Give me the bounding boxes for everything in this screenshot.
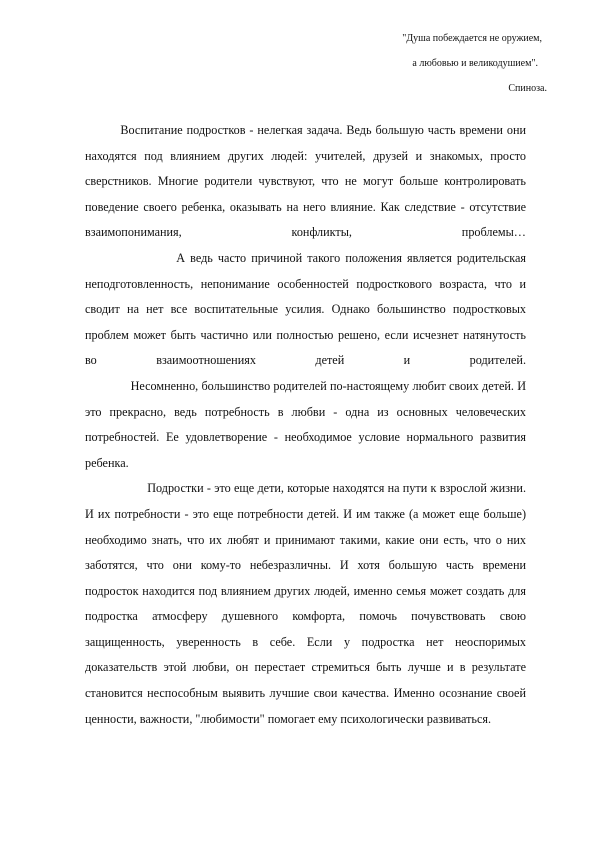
epigraph <box>402 26 547 101</box>
paragraph-2: А ведь часто причиной такого положения является родительская неподготовленность, непонимание особенностей подросткового возраста, что и сводит на нет все воспитательные усилия. Однако большинство подростковых проблем может быть частично или полностью решено, если исчезнет натянутость во взаимоотношениях детей и родителей. <box>85 250 530 368</box>
epigraph-line-2: а любовью и великодушием". <box>412 58 538 69</box>
epigraph-line-1: "Душа побеждается не оружием, <box>402 33 542 44</box>
paragraph-3: Несомненно, большинство родителей по-настоящему любит своих детей. И это прекрасно, ведь потребность в любви - одна из основных человеческих потребностей. Ее удовлетворение - необходимое условие нормального развития ребенка. <box>85 378 530 470</box>
body-text <box>85 118 530 732</box>
epigraph-author: Спиноза. <box>508 83 547 94</box>
paragraph-1: Воспитание подростков - нелегкая задача. Ведь большую часть времени они находятся под влиянием других людей: учителей, друзей и знакомых, просто сверстников. Многие родители чувствуют, что не могут больше контролировать поведение своего ребенка, оказывать на него влияние. Как следствие - отсутствие взаимопонимания, конфликты, проблемы… <box>85 123 530 240</box>
paragraph-4: Подростки - это еще дети, которые находятся на пути к взрослой жизни. И их потребности - это еще потребности детей. И им также (а может еще больше) необходимо знать, что их любят и принимают такими, какие они есть, что о них заботятся, что они кому-то небезразличны. И хотя большую часть времени подросток находится под влиянием других людей, именно семья может создать для подростка атмосферу душевного комфорта, помочь почувствовать свою защищенность, уверенность в себе. Если у подростка нет неоспоримых доказательств этой любви, он перестает стремиться быть лучше и в результате становится неспособным выявить лучшие свои качества. Именно осознание своей ценности, важности, "любимости" помогает ему психологически развиваться. <box>85 481 530 726</box>
